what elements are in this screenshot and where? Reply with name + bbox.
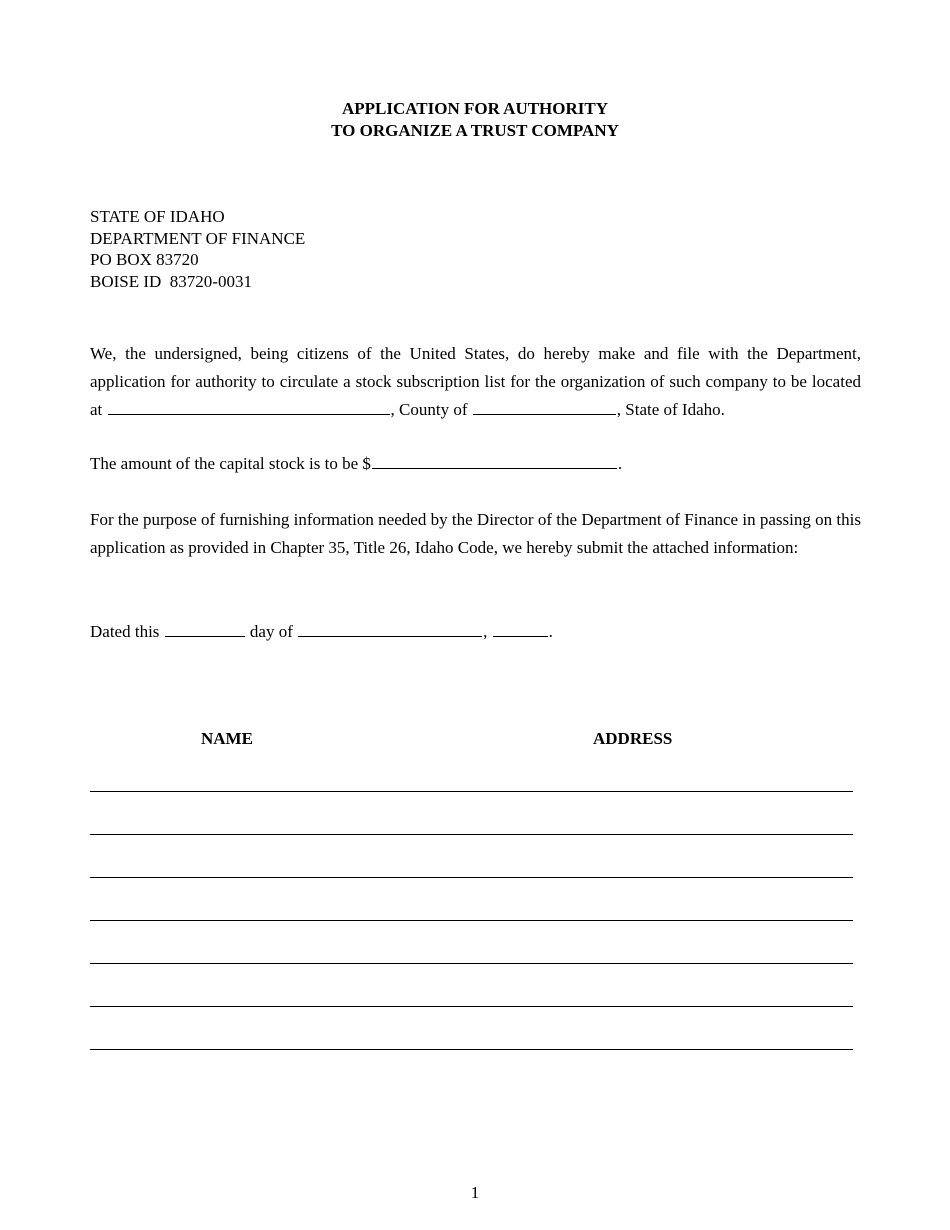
application-paragraph — [90, 340, 861, 424]
signature-line-6[interactable] — [90, 1006, 853, 1007]
county-field[interactable] — [473, 398, 616, 415]
application-text: We, the undersigned, being citizens of the United States, do hereby make and file with the Department, application for authority to circulate a stock subscription list for the organization of such company to be located at — [90, 344, 861, 419]
capital-stock-amount-field[interactable] — [372, 452, 617, 469]
address-column-header: ADDRESS — [593, 729, 673, 748]
county-label: , County of — [390, 400, 468, 419]
address-line4: BOISE ID 83720-0031 — [90, 271, 252, 291]
dated-period: . — [548, 622, 553, 641]
dated-label: Dated this — [90, 622, 160, 641]
signature-line-2[interactable] — [90, 834, 853, 835]
signature-line-3[interactable] — [90, 877, 853, 878]
capital-stock-paragraph — [90, 450, 861, 478]
day-field[interactable] — [165, 620, 245, 637]
signature-line-7[interactable] — [90, 1049, 853, 1050]
state-label: , State of Idaho. — [616, 400, 725, 419]
capital-stock-period: . — [617, 454, 623, 473]
name-column-header: NAME — [201, 729, 253, 748]
address-line2: DEPARTMENT OF FINANCE — [90, 228, 306, 248]
located-at-field[interactable] — [108, 398, 390, 415]
department-address — [90, 206, 305, 292]
address-line1: STATE OF IDAHO — [90, 207, 225, 226]
dated-comma: , — [483, 622, 488, 641]
form-title-line2: TO ORGANIZE A TRUST COMPANY — [331, 121, 619, 140]
form-title-line1: APPLICATION FOR AUTHORITY — [341, 99, 609, 118]
signature-line-1[interactable] — [90, 791, 853, 792]
capital-stock-text: The amount of the capital stock is to be $ — [90, 454, 371, 473]
signature-line-4[interactable] — [90, 920, 853, 921]
signature-line-5[interactable] — [90, 963, 853, 964]
form-title — [0, 98, 950, 142]
month-field[interactable] — [298, 620, 482, 637]
day-of-label: day of — [249, 622, 293, 641]
purpose-paragraph — [90, 506, 861, 562]
address-line3: PO BOX 83720 — [90, 250, 199, 269]
page-number: 1 — [470, 1183, 480, 1202]
purpose-text: For the purpose of furnishing information needed by the Director of the Department of Finance in passing on this application as provided in Chapter 35, Title 26, Idaho Code, we hereby submit the attached information: — [90, 510, 861, 557]
dated-line — [90, 618, 861, 646]
year-field[interactable] — [493, 620, 548, 637]
